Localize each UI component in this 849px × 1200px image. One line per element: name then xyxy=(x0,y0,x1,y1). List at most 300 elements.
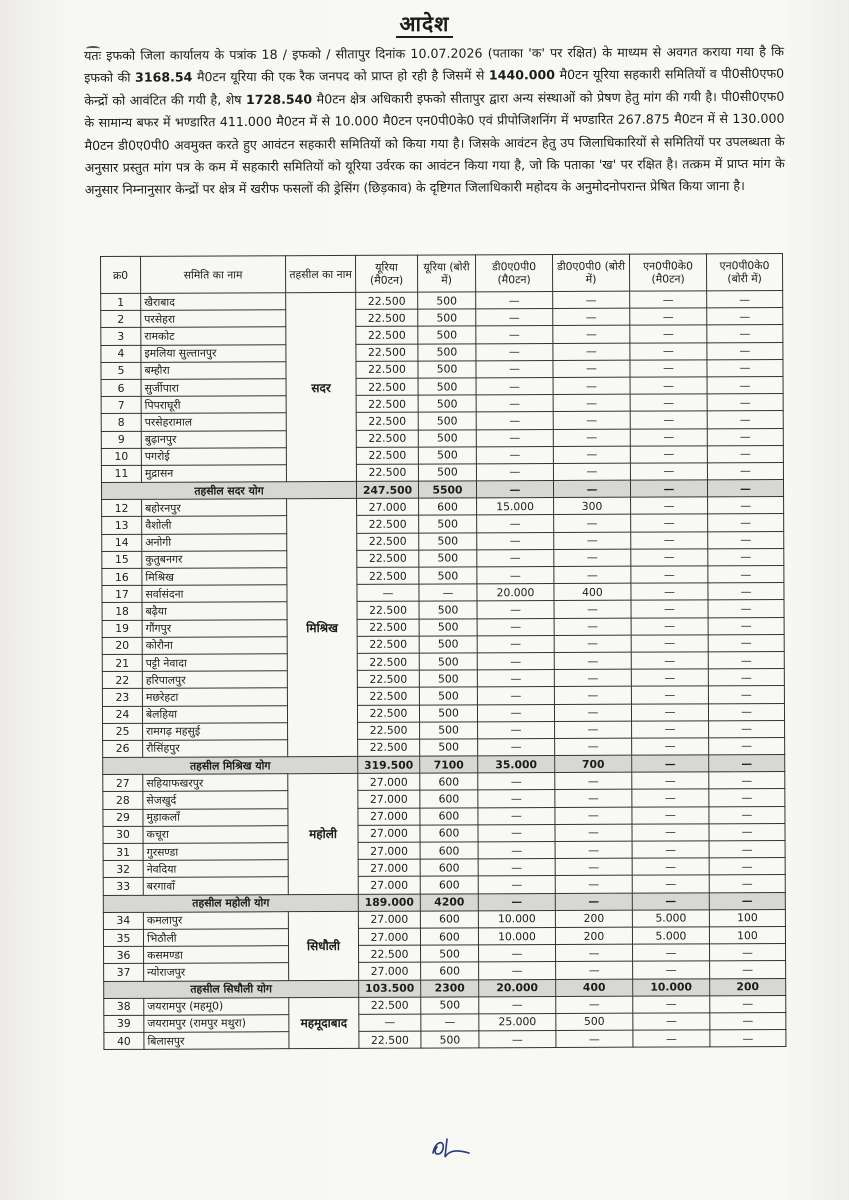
society-name: हरिपालपुर xyxy=(142,671,287,689)
cell-db: — xyxy=(554,652,631,670)
cell-ut: 22.500 xyxy=(358,722,420,739)
serial-number: 36 xyxy=(104,946,144,963)
cell-ut: 22.500 xyxy=(357,653,419,670)
cell-nt: — xyxy=(630,291,707,309)
society-name: सुर्जीपारा xyxy=(141,379,286,397)
cell-ut: 22.500 xyxy=(356,292,418,309)
cell-nt: — xyxy=(631,652,708,670)
cell-dt: — xyxy=(477,635,554,653)
cell-dt: — xyxy=(477,549,554,567)
total-nb: — xyxy=(709,892,785,910)
cell-nb: — xyxy=(708,703,784,721)
cell-ub: 500 xyxy=(418,447,476,464)
cell-nt: — xyxy=(630,394,707,412)
tehsil-name: सदर xyxy=(286,292,357,481)
serial-number: 17 xyxy=(102,586,142,603)
cell-nt: — xyxy=(631,514,708,532)
serial-number: 35 xyxy=(103,929,143,946)
cell-ut: 22.500 xyxy=(359,997,421,1014)
society-name: मछरेहटा xyxy=(142,688,287,706)
cell-nt: — xyxy=(632,824,709,842)
total-db: — xyxy=(555,893,632,911)
order-paragraph: यतः इफको जिला कार्यालय के पत्रांक 18 / इफको / सीतापुर दिनांक 10.07.2026 (पताका 'क' पर रक्षित) के माध्यम से अवगत कराया गया है कि इफको की 3168.54 मै0टन यूरिया की एक रैक जनपद को प्राप्त हो रही है जिसमें से 1440.000 मै0टन यूरिया सहकारी समितियों व पी0सी0एफ0 केन्द्रों को आवंटित की गयी है, शेष 1728.540 मै0टन क्षेत्र अधिकारी इफको सीतापुर द्वारा अन्य संस्थाओं को प्रेषण हेतु मांग की गयी है। पी0सी0एफ0 के सामान्य बफर में भण्डारित 411.000 मै0टन में से 10.000 मै0टन एन0पी0के0 एवं प्रीपोजिशनिंग में भण्डारित 267.875 मै0टन में से 130.000 मै0टन डी0ए0पी0 अवमुक्त करते हुए आवंटन सहकारी समितियों को किया गया है। जिसके आवंटन हेतु उप जिलाधिकारियों से समितियों पर उपलब्धता के अनुसार प्रस्तुत मांग पत्र के कम में सहकारी समितियों को यूरिया उर्वरक का आवंटन किया गया है, जो कि पताका 'ख' पर रक्षित है। तत्क्रम में प्राप्त मांग के अनुसार निम्नानुसार केन्द्रों पर क्षेत्र में खरीफ फसलों की ड्रेसिंग (छिड़काव) के दृष्टिगत जिलाधिकारी महोदय के अनुमोदनोपरान्त प्रेषित किया जाना है। xyxy=(84,43,785,198)
cell-ub: 500 xyxy=(418,292,476,309)
society-name: न्योराजपुर xyxy=(144,963,289,981)
cell-ut: 22.500 xyxy=(356,309,418,326)
cell-dt: — xyxy=(477,601,554,619)
cell-dt: — xyxy=(479,1031,556,1049)
cell-ub: 500 xyxy=(419,567,477,584)
total-nb: — xyxy=(707,480,783,498)
cell-nt: — xyxy=(633,944,710,962)
cell-db: — xyxy=(556,961,633,979)
col-header: डी0ए0पी0 (मै0टन) xyxy=(475,255,552,292)
cell-db: — xyxy=(556,1030,633,1048)
cell-ub: 500 xyxy=(418,326,476,343)
cell-nb: — xyxy=(707,308,783,326)
society-name: बम्हौरा xyxy=(141,361,286,379)
serial-number: 9 xyxy=(101,431,141,448)
cell-ut: 27.000 xyxy=(358,825,420,842)
cell-db: — xyxy=(556,996,633,1014)
cell-ut: 22.500 xyxy=(357,516,419,533)
cell-nt: — xyxy=(631,686,708,704)
society-name: मिश्रिख xyxy=(142,568,287,586)
society-name: वैशोली xyxy=(142,516,287,534)
cell-nb: — xyxy=(707,445,783,463)
cell-ub: 600 xyxy=(420,790,478,807)
total-nt: — xyxy=(632,892,709,910)
cell-nb: — xyxy=(707,342,783,360)
cell-nt: — xyxy=(632,858,709,876)
cell-dt: — xyxy=(476,429,553,447)
cell-dt: — xyxy=(478,859,555,877)
society-name: बुढ़ानपुर xyxy=(141,430,286,448)
cell-ut: 22.500 xyxy=(359,1031,421,1048)
serial-number: 23 xyxy=(102,689,142,706)
col-header: तहसील का नाम xyxy=(286,255,356,292)
signature-initials xyxy=(425,1133,475,1161)
serial-number: 18 xyxy=(102,603,142,620)
cell-dt: — xyxy=(477,567,554,585)
society-name: कचूरा xyxy=(143,825,288,843)
cell-db: — xyxy=(556,944,633,962)
cell-ub: 600 xyxy=(420,807,478,824)
cell-ut: 22.500 xyxy=(357,533,419,550)
society-name: कसमण्डा xyxy=(144,946,289,964)
total-nb: 200 xyxy=(710,978,786,996)
cell-ub: 500 xyxy=(421,945,479,962)
society-name: नेवदिया xyxy=(143,860,288,878)
cell-dt: — xyxy=(477,670,554,688)
cell-db: — xyxy=(553,343,630,361)
cell-ub: 600 xyxy=(420,911,478,928)
cell-nb: — xyxy=(708,600,784,618)
total-ut: 319.500 xyxy=(358,756,420,773)
total-ut: 247.500 xyxy=(356,481,418,498)
cell-db: — xyxy=(554,704,631,722)
cell-nt: — xyxy=(631,549,708,567)
cell-dt: — xyxy=(476,412,553,430)
serial-number: 1 xyxy=(101,293,141,310)
cell-dt: — xyxy=(476,377,553,395)
total-ub: 4200 xyxy=(420,893,478,910)
cell-db: — xyxy=(553,429,630,447)
cell-db: 400 xyxy=(554,583,631,601)
total-label: तहसील मिश्रिख योग xyxy=(103,756,358,774)
cell-nb: — xyxy=(710,995,786,1013)
cell-nt: — xyxy=(630,308,707,326)
table-header-row xyxy=(101,254,783,294)
cell-ub: 500 xyxy=(420,739,478,756)
cell-dt: — xyxy=(476,463,553,481)
cell-dt: — xyxy=(479,945,556,963)
col-header: क्र0 xyxy=(101,256,141,293)
cell-db: — xyxy=(554,601,631,619)
cell-nb: — xyxy=(710,1030,786,1048)
col-header: एन0पी0के0 (बोरी में) xyxy=(706,254,782,291)
cell-dt: — xyxy=(477,687,554,705)
cell-nb: — xyxy=(708,514,784,532)
cell-ub: 500 xyxy=(418,412,476,429)
cell-nt: — xyxy=(633,961,710,979)
society-name: सेजखुर्द xyxy=(143,791,288,809)
cell-nt: 5.000 xyxy=(632,910,709,928)
cell-nb: — xyxy=(708,634,784,652)
serial-number: 26 xyxy=(103,740,143,757)
society-name: कमलापुर xyxy=(143,911,288,929)
col-header: यूरिया (मै0टन) xyxy=(355,255,417,292)
cell-ub: 600 xyxy=(419,498,477,515)
society-name: जयरामपुर (रामपुर मथुरा) xyxy=(144,1015,289,1033)
cell-db: — xyxy=(555,876,632,894)
society-name: बहोरनपुर xyxy=(142,499,287,517)
cell-ut: 27.000 xyxy=(358,911,420,928)
cell-ut: 22.500 xyxy=(356,412,418,429)
society-name: रामगढ़ महसुई xyxy=(143,722,288,740)
cell-db: — xyxy=(553,291,630,309)
serial-number: 21 xyxy=(102,654,142,671)
cell-ut: 27.000 xyxy=(358,773,420,790)
society-name: पट्टी नेवादा xyxy=(142,654,287,672)
cell-nt: — xyxy=(632,721,709,739)
cell-nb: — xyxy=(708,669,784,687)
cell-ub: 500 xyxy=(418,464,476,481)
cell-nt: — xyxy=(630,463,707,481)
cell-nt: — xyxy=(633,1030,710,1048)
serial-number: 37 xyxy=(104,964,144,981)
serial-number: 34 xyxy=(103,912,143,929)
cell-nt: — xyxy=(632,806,709,824)
cell-db: — xyxy=(554,515,631,533)
society-name: बढ़ैया xyxy=(142,602,287,620)
total-nt: — xyxy=(632,755,709,773)
cell-nt: — xyxy=(632,789,709,807)
serial-number: 29 xyxy=(103,809,143,826)
total-dt: — xyxy=(476,481,553,499)
serial-number: 11 xyxy=(101,465,141,482)
cell-ut: 22.500 xyxy=(357,636,419,653)
cell-ub: 500 xyxy=(419,653,477,670)
serial-number: 14 xyxy=(102,534,142,551)
cell-ut: 22.500 xyxy=(357,567,419,584)
cell-db: — xyxy=(555,807,632,825)
cell-ut: — xyxy=(359,1014,421,1031)
tehsil-name: मिश्रिख xyxy=(287,499,358,757)
cell-ub: 600 xyxy=(420,773,478,790)
cell-nt: 5.000 xyxy=(632,927,709,945)
cell-ub: 600 xyxy=(420,825,478,842)
cell-db: — xyxy=(553,308,630,326)
serial-number: 8 xyxy=(101,414,141,431)
cell-nb: — xyxy=(709,772,785,790)
total-db: 700 xyxy=(555,755,632,773)
serial-number: 12 xyxy=(102,500,142,517)
cell-db: — xyxy=(553,394,630,412)
cell-ub: 500 xyxy=(421,997,479,1014)
society-name: इमलिया सुल्तानपुर xyxy=(141,344,286,362)
cell-ut: 22.500 xyxy=(359,945,421,962)
cell-ub: 600 xyxy=(421,962,479,979)
cell-db: — xyxy=(554,669,631,687)
serial-number: 15 xyxy=(102,551,142,568)
cell-dt: — xyxy=(479,996,556,1014)
cell-nb: — xyxy=(707,462,783,480)
cell-ub: 500 xyxy=(418,395,476,412)
cell-dt: — xyxy=(476,292,553,310)
serial-number: 19 xyxy=(102,620,142,637)
cell-db: — xyxy=(553,360,630,378)
cell-nb: — xyxy=(707,428,783,446)
table-body xyxy=(101,291,786,1050)
society-name: बिलासपुर xyxy=(144,1032,289,1050)
cell-ut: 27.000 xyxy=(357,498,419,515)
cell-ub: 500 xyxy=(418,361,476,378)
serial-number: 32 xyxy=(103,861,143,878)
cell-nb: — xyxy=(709,720,785,738)
serial-number: 25 xyxy=(103,723,143,740)
cell-db: — xyxy=(555,824,632,842)
tehsil-name: सिधौली xyxy=(288,911,358,980)
cell-dt: — xyxy=(478,824,555,842)
cell-ut: 22.500 xyxy=(356,464,418,481)
society-name: परसेहरामाल xyxy=(141,413,286,431)
total-dt: 35.000 xyxy=(478,756,555,774)
cell-ut: 27.000 xyxy=(359,962,421,979)
cell-nb: — xyxy=(707,291,783,309)
cell-nb: — xyxy=(709,841,785,859)
cell-dt: 15.000 xyxy=(477,498,554,516)
cell-db: — xyxy=(553,412,630,430)
serial-number: 31 xyxy=(103,843,143,860)
serial-number: 13 xyxy=(102,517,142,534)
cell-nt: — xyxy=(630,325,707,343)
cell-nb: — xyxy=(708,583,784,601)
cell-ub: 500 xyxy=(419,618,477,635)
cell-nt: — xyxy=(631,600,708,618)
society-name: कुतुबनगर xyxy=(142,551,287,569)
society-name: बेलहिया xyxy=(142,705,287,723)
total-ut: 189.000 xyxy=(358,894,420,911)
total-ub: 7100 xyxy=(420,756,478,773)
cell-ub: 500 xyxy=(419,687,477,704)
cell-ub: — xyxy=(419,584,477,601)
cell-ub: 500 xyxy=(420,722,478,739)
cell-nb: 100 xyxy=(709,926,785,944)
society-name: गौंगपुर xyxy=(142,619,287,637)
allocation-table xyxy=(100,253,786,1050)
cell-db: — xyxy=(554,618,631,636)
serial-number: 4 xyxy=(101,345,141,362)
cell-db: — xyxy=(553,446,630,464)
cell-dt: — xyxy=(476,326,553,344)
cell-dt: 20.000 xyxy=(477,584,554,602)
cell-db: 200 xyxy=(555,910,632,928)
society-name: सहियाफखरपुर xyxy=(143,774,288,792)
cell-dt: 10.000 xyxy=(478,927,555,945)
serial-number: 6 xyxy=(101,379,141,396)
cell-ub: 500 xyxy=(418,429,476,446)
cell-dt: — xyxy=(476,446,553,464)
cell-ut: 27.000 xyxy=(358,791,420,808)
serial-number: 7 xyxy=(101,396,141,413)
serial-number: 3 xyxy=(101,328,141,345)
total-ub: 2300 xyxy=(421,979,479,996)
cell-nb: — xyxy=(707,325,783,343)
serial-number: 2 xyxy=(101,311,141,328)
cell-ub: 500 xyxy=(418,309,476,326)
cell-db: — xyxy=(555,790,632,808)
cell-db: 300 xyxy=(554,497,631,515)
cell-db: 200 xyxy=(555,927,632,945)
cell-nt: — xyxy=(631,635,708,653)
cell-ub: 500 xyxy=(419,670,477,687)
cell-ut: 22.500 xyxy=(357,705,419,722)
total-ut: 103.500 xyxy=(359,980,421,997)
cell-ut: 22.500 xyxy=(356,326,418,343)
cell-db: 500 xyxy=(556,1013,633,1031)
cell-nb: — xyxy=(710,944,786,962)
cell-nb: — xyxy=(708,531,784,549)
cell-nt: — xyxy=(631,583,708,601)
cell-nt: — xyxy=(630,342,707,360)
total-nb: — xyxy=(709,755,785,773)
cell-db: — xyxy=(555,858,632,876)
cell-nt: — xyxy=(633,996,710,1014)
cell-db: — xyxy=(555,721,632,739)
cell-dt: — xyxy=(478,790,555,808)
cell-nt: — xyxy=(632,738,709,756)
cell-nb: — xyxy=(707,359,783,377)
col-header: समिति का नाम xyxy=(141,256,286,294)
cell-ut: 27.000 xyxy=(358,876,420,893)
total-label: तहसील सिधौली योग xyxy=(104,980,359,998)
total-label: तहसील महोली योग xyxy=(103,894,358,912)
cell-nb: — xyxy=(707,394,783,412)
cell-nt: — xyxy=(632,875,709,893)
cell-db: — xyxy=(555,841,632,859)
serial-number: 16 xyxy=(102,568,142,585)
cell-nb: — xyxy=(709,737,785,755)
cell-dt: — xyxy=(476,360,553,378)
cell-nt: — xyxy=(630,377,707,395)
cell-ut: 22.500 xyxy=(357,670,419,687)
total-nt: — xyxy=(630,480,707,498)
cell-ub: 500 xyxy=(419,532,477,549)
cell-nb: — xyxy=(710,1012,786,1030)
cell-nb: — xyxy=(710,961,786,979)
society-name: खैराबाद xyxy=(141,293,286,311)
serial-number: 22 xyxy=(102,671,142,688)
cell-db: — xyxy=(554,686,631,704)
serial-number: 30 xyxy=(103,826,143,843)
cell-ut: 27.000 xyxy=(358,859,420,876)
cell-db: — xyxy=(555,772,632,790)
society-name: पगरोई xyxy=(141,447,286,465)
cell-dt: — xyxy=(479,962,556,980)
cell-nb: — xyxy=(708,617,784,635)
cell-nt: — xyxy=(630,360,707,378)
serial-number: 10 xyxy=(101,448,141,465)
cell-dt: — xyxy=(478,807,555,825)
serial-number: 28 xyxy=(103,792,143,809)
society-name: सर्वासंदना xyxy=(142,585,287,603)
cell-ut: 22.500 xyxy=(356,430,418,447)
society-name: गुरसण्डा xyxy=(143,843,288,861)
cell-ub: 500 xyxy=(418,378,476,395)
cell-ub: — xyxy=(421,1014,479,1031)
cell-nb: — xyxy=(708,566,784,584)
cell-nb: — xyxy=(709,806,785,824)
cell-ub: 500 xyxy=(419,515,477,532)
cell-ub: 600 xyxy=(420,859,478,876)
cell-nt: — xyxy=(630,428,707,446)
cell-dt: — xyxy=(478,721,555,739)
serial-number: 24 xyxy=(102,706,142,723)
cell-dt: — xyxy=(477,515,554,533)
cell-nt: — xyxy=(631,566,708,584)
cell-dt: — xyxy=(478,876,555,894)
cell-dt: — xyxy=(476,395,553,413)
cell-ub: 600 xyxy=(420,842,478,859)
cell-ub: 600 xyxy=(420,876,478,893)
cell-nt: — xyxy=(631,497,708,515)
cell-ut: 27.000 xyxy=(358,842,420,859)
cell-nb: — xyxy=(709,789,785,807)
col-header: एन0पी0के0 (मै0टन) xyxy=(629,254,706,291)
col-header: डी0ए0पी0 (बोरी में) xyxy=(552,254,629,291)
cell-db: — xyxy=(553,377,630,395)
society-name: पिपराघूरी xyxy=(141,396,286,414)
cell-db: — xyxy=(553,463,630,481)
col-header: यूरिया (बोरी में) xyxy=(417,255,475,292)
cell-db: — xyxy=(554,549,631,567)
cell-nt: — xyxy=(631,617,708,635)
society-name: भिठौली xyxy=(143,929,288,947)
total-dt: — xyxy=(478,893,555,911)
cell-ut: — xyxy=(357,584,419,601)
cell-ub: 500 xyxy=(421,1031,479,1048)
serial-number: 5 xyxy=(101,362,141,379)
cell-dt: — xyxy=(477,652,554,670)
society-name: मुद्रासन xyxy=(141,465,286,483)
cell-nt: — xyxy=(633,1013,710,1031)
cell-nt: — xyxy=(631,669,708,687)
society-name: जयरामपुर (महमू0) xyxy=(144,997,289,1015)
cell-nb: — xyxy=(708,686,784,704)
total-dt: 20.000 xyxy=(479,979,556,997)
cell-nb: — xyxy=(709,858,785,876)
